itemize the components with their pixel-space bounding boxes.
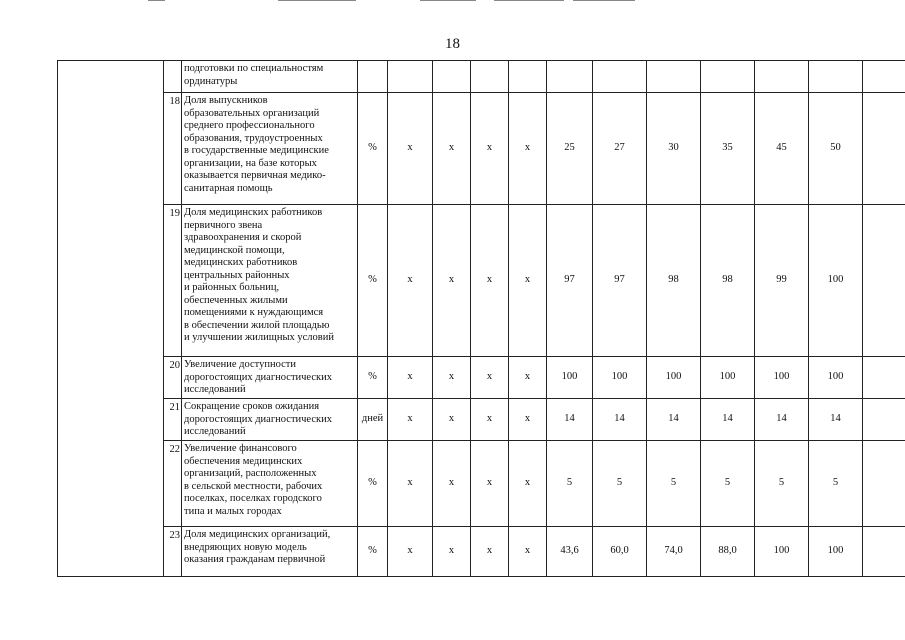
value-cell: x bbox=[388, 357, 433, 399]
value-cell: 14 bbox=[701, 399, 755, 441]
indicator-name-line: образования, трудоустроенных bbox=[184, 132, 323, 144]
blank-cell bbox=[58, 205, 164, 357]
indicator-name-line: и районных больниц, bbox=[184, 282, 280, 293]
value-cell: x bbox=[433, 93, 471, 205]
value-cell bbox=[547, 61, 593, 93]
indicator-name-line: центральных районных bbox=[184, 269, 290, 281]
value-cell: 98 bbox=[647, 205, 701, 357]
row-number-cell: 20 bbox=[164, 357, 182, 399]
indicator-name-line: и улучшении жилищных условий bbox=[184, 332, 334, 343]
value-cell: 97 bbox=[593, 205, 647, 357]
value-cell: x bbox=[509, 441, 547, 527]
value-cell bbox=[863, 399, 905, 441]
unit-cell: % bbox=[358, 93, 388, 205]
indicator-name-cell bbox=[182, 205, 358, 357]
indicator-name-line: организации, на базе которых bbox=[184, 157, 317, 169]
value-cell: 5 bbox=[593, 441, 647, 527]
value-cell bbox=[863, 93, 905, 205]
value-cell: 100 bbox=[701, 357, 755, 399]
value-cell bbox=[647, 61, 701, 93]
indicator-name-line: Увеличение доступности bbox=[184, 359, 296, 370]
value-cell: 5 bbox=[647, 441, 701, 527]
unit-cell bbox=[358, 61, 388, 93]
indicator-name-line: организаций, расположенных bbox=[184, 468, 317, 479]
value-cell: 100 bbox=[647, 357, 701, 399]
indicator-name-line: образовательных организаций bbox=[184, 107, 320, 119]
value-cell: x bbox=[509, 357, 547, 399]
row-number-cell bbox=[164, 61, 182, 93]
value-cell bbox=[863, 441, 905, 527]
indicator-name-line: медицинских работников bbox=[184, 257, 298, 268]
value-cell: x bbox=[471, 205, 509, 357]
indicator-name-line: среднего профессионального bbox=[184, 120, 315, 131]
value-cell: 74,0 bbox=[647, 527, 701, 577]
value-cell: 14 bbox=[755, 399, 809, 441]
scan-edge-line bbox=[278, 0, 356, 1]
table-row bbox=[58, 357, 905, 399]
indicator-name-cell bbox=[182, 527, 358, 577]
value-cell bbox=[863, 357, 905, 399]
value-cell: 43,6 bbox=[547, 527, 593, 577]
indicator-name-line: Доля выпускников bbox=[184, 95, 268, 106]
value-cell bbox=[593, 61, 647, 93]
indicator-name-cell bbox=[182, 399, 358, 441]
blank-cell bbox=[58, 93, 164, 205]
value-cell: 88,0 bbox=[701, 527, 755, 577]
value-cell: 50 bbox=[809, 93, 863, 205]
indicator-name-line: первичного звена bbox=[184, 219, 263, 231]
indicator-name-line: здравоохранения и скорой bbox=[184, 232, 302, 243]
indicator-name-line: Сокращение сроков ожидания bbox=[184, 401, 320, 412]
value-cell: x bbox=[471, 399, 509, 441]
value-cell: 100 bbox=[755, 357, 809, 399]
blank-cell bbox=[58, 441, 164, 527]
row-number-cell: 19 bbox=[164, 205, 182, 357]
blank-cell bbox=[58, 61, 164, 93]
indicator-name-line: внедряющих новую модель bbox=[184, 541, 307, 553]
unit-cell: % bbox=[358, 527, 388, 577]
table-row bbox=[58, 441, 905, 527]
table-row bbox=[58, 93, 905, 205]
indicator-name-line: в обеспечении жилой площадью bbox=[184, 319, 330, 331]
table-row bbox=[58, 61, 905, 93]
value-cell: x bbox=[509, 205, 547, 357]
blank-cell bbox=[58, 399, 164, 441]
value-cell: 35 bbox=[701, 93, 755, 205]
value-cell: 5 bbox=[809, 441, 863, 527]
indicator-name-line: оказания гражданам первичной bbox=[184, 554, 326, 565]
indicator-name-line: Доля медицинских организаций, bbox=[184, 529, 331, 540]
indicator-name-cell bbox=[182, 61, 358, 93]
indicator-name-line: дорогостоящих диагностических bbox=[184, 413, 332, 425]
value-cell: 97 bbox=[547, 205, 593, 357]
value-cell: x bbox=[388, 399, 433, 441]
indicator-name-line: подготовки по специальностям bbox=[184, 63, 324, 74]
unit-cell: дней bbox=[358, 399, 388, 441]
value-cell: x bbox=[388, 93, 433, 205]
indicator-name-line: дорогостоящих диагностических bbox=[184, 371, 332, 383]
value-cell bbox=[863, 527, 905, 577]
page-number: 18 bbox=[445, 36, 460, 52]
value-cell: 14 bbox=[647, 399, 701, 441]
value-cell: x bbox=[471, 93, 509, 205]
value-cell: 27 bbox=[593, 93, 647, 205]
indicator-name-cell bbox=[182, 441, 358, 527]
value-cell: x bbox=[388, 527, 433, 577]
indicator-name-line: медицинской помощи, bbox=[184, 244, 285, 256]
scan-edge-line bbox=[148, 0, 165, 1]
unit-cell: % bbox=[358, 205, 388, 357]
row-number-cell: 21 bbox=[164, 399, 182, 441]
value-cell bbox=[433, 61, 471, 93]
row-number-cell: 22 bbox=[164, 441, 182, 527]
indicator-name-line: ординатуры bbox=[184, 75, 238, 87]
indicator-name-line: санитарная помощь bbox=[184, 182, 273, 194]
value-cell: 25 bbox=[547, 93, 593, 205]
value-cell: x bbox=[471, 441, 509, 527]
value-cell: 100 bbox=[809, 357, 863, 399]
row-number-cell: 23 bbox=[164, 527, 182, 577]
value-cell: 60,0 bbox=[593, 527, 647, 577]
scan-edge-line bbox=[494, 0, 564, 1]
value-cell: 100 bbox=[755, 527, 809, 577]
value-cell: x bbox=[388, 441, 433, 527]
table-row bbox=[58, 399, 905, 441]
value-cell: 14 bbox=[547, 399, 593, 441]
value-cell: 100 bbox=[593, 357, 647, 399]
indicator-name-line: Доля медицинских работников bbox=[184, 207, 323, 218]
indicator-name-line: обеспеченных жилыми bbox=[184, 294, 288, 306]
value-cell bbox=[701, 61, 755, 93]
value-cell: x bbox=[509, 399, 547, 441]
table-row bbox=[58, 205, 905, 357]
value-cell: 100 bbox=[809, 205, 863, 357]
indicator-name-line: типа и малых городах bbox=[184, 505, 282, 517]
indicator-name-line: помещениями к нуждающимся bbox=[184, 307, 324, 318]
value-cell: 5 bbox=[701, 441, 755, 527]
value-cell: 100 bbox=[809, 527, 863, 577]
scan-edge-line bbox=[573, 0, 635, 1]
indicator-name-line: исследований bbox=[184, 384, 246, 395]
value-cell: 30 bbox=[647, 93, 701, 205]
indicator-name-cell bbox=[182, 93, 358, 205]
table-bottom-border bbox=[57, 576, 872, 577]
value-cell: x bbox=[471, 527, 509, 577]
value-cell: x bbox=[471, 357, 509, 399]
value-cell bbox=[509, 61, 547, 93]
value-cell: 5 bbox=[755, 441, 809, 527]
value-cell: 98 bbox=[701, 205, 755, 357]
unit-cell: % bbox=[358, 441, 388, 527]
scan-edge-line bbox=[420, 0, 476, 1]
unit-cell: % bbox=[358, 357, 388, 399]
indicator-name-line: в сельской местности, рабочих bbox=[184, 480, 323, 492]
value-cell: x bbox=[509, 93, 547, 205]
indicator-name-line: обеспечения медицинских bbox=[184, 455, 303, 467]
value-cell bbox=[863, 205, 905, 357]
value-cell: x bbox=[433, 205, 471, 357]
indicator-name-line: поселках, поселках городского bbox=[184, 493, 322, 504]
value-cell: x bbox=[433, 441, 471, 527]
value-cell bbox=[755, 61, 809, 93]
value-cell: 45 bbox=[755, 93, 809, 205]
value-cell bbox=[388, 61, 433, 93]
value-cell: x bbox=[433, 527, 471, 577]
value-cell: 5 bbox=[547, 441, 593, 527]
table-row bbox=[58, 527, 905, 577]
blank-cell bbox=[58, 527, 164, 577]
value-cell: x bbox=[388, 205, 433, 357]
indicator-name-line: оказывается первичная медико- bbox=[184, 170, 326, 181]
value-cell: x bbox=[509, 527, 547, 577]
value-cell: 14 bbox=[593, 399, 647, 441]
blank-cell bbox=[58, 357, 164, 399]
indicator-name-cell bbox=[182, 357, 358, 399]
indicator-name-line: в государственные медицинские bbox=[184, 145, 329, 156]
value-cell bbox=[809, 61, 863, 93]
value-cell: 100 bbox=[547, 357, 593, 399]
indicator-name-line: Увеличение финансового bbox=[184, 443, 297, 454]
indicators-table bbox=[57, 60, 905, 577]
indicator-name-line: исследований bbox=[184, 426, 246, 437]
value-cell: x bbox=[433, 399, 471, 441]
row-number-cell: 18 bbox=[164, 93, 182, 205]
value-cell: 99 bbox=[755, 205, 809, 357]
value-cell: x bbox=[433, 357, 471, 399]
value-cell bbox=[863, 61, 905, 93]
value-cell: 14 bbox=[809, 399, 863, 441]
value-cell bbox=[471, 61, 509, 93]
